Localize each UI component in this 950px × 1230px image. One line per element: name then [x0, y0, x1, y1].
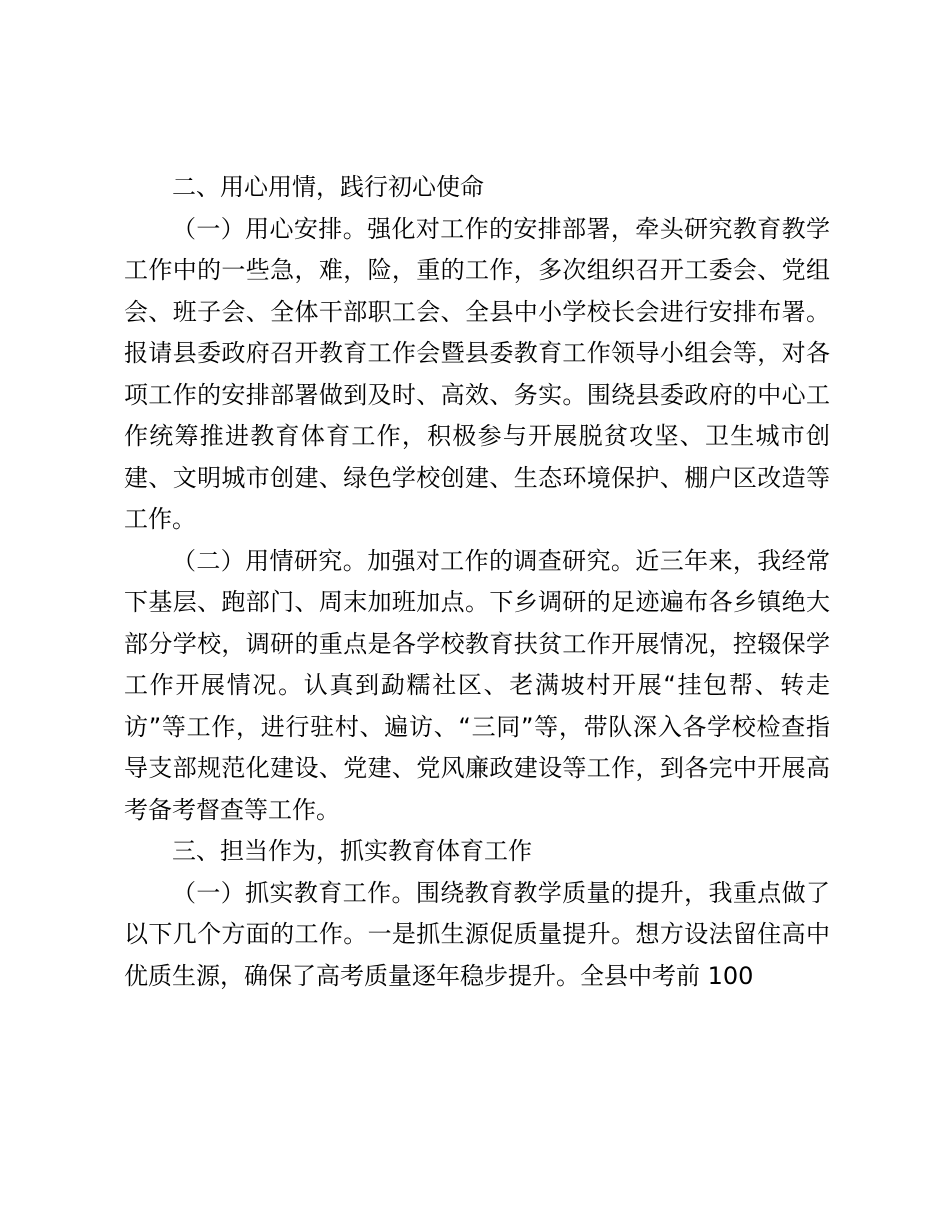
document-body — [124, 167, 830, 997]
section-heading-3: 三、担当作为，抓实教育体育工作 — [172, 837, 532, 865]
paragraph-research: （二）用情研究。加强对工作的调查研究。近三年来，我经常下基层、跑部门、周末加班加点。下乡调研的足迹遍布各乡镇绝大部分学校，调研的重点是各学校教育扶贫工作开展情况，控辍保学工作开展情况。认真到勐糯社区、老满坡村开展“挂包帮、转走访”等工作，进行驻村、遍访、“三同”等，带队深入各学校检查指导支部规范化建设、党建、党风廉政建设等工作，到各完中开展高考备考督查等工作。 — [124, 546, 830, 824]
paragraph-careful-arrangement: （一）用心安排。强化对工作的安排部署，牵头研究教育教学工作中的一些急，难，险，重的工作，多次组织召开工委会、党组会、班子会、全体干部职工会、全县中小学校长会进行安排布署。报请县委政府召开教育工作会暨县委教育工作领导小组会等，对各项工作的安排部署做到及时、高效、务实。围绕县委政府的中心工作统筹推进教育体育工作，积极参与开展脱贫攻坚、卫生城市创建、文明城市创建、绿色学校创建、生态环境保护、棚户区改造等工作。 — [124, 214, 830, 533]
section-heading-2: 二、用心用情，践行初心使命 — [172, 173, 484, 201]
paragraph-education-work: （一）抓实教育工作。围绕教育教学质量的提升，我重点做了以下几个方面的工作。一是抓生源促质量提升。想方设法留住高中优质生源，确保了高考质量逐年稳步提升。全县中考前 100 — [124, 878, 830, 990]
